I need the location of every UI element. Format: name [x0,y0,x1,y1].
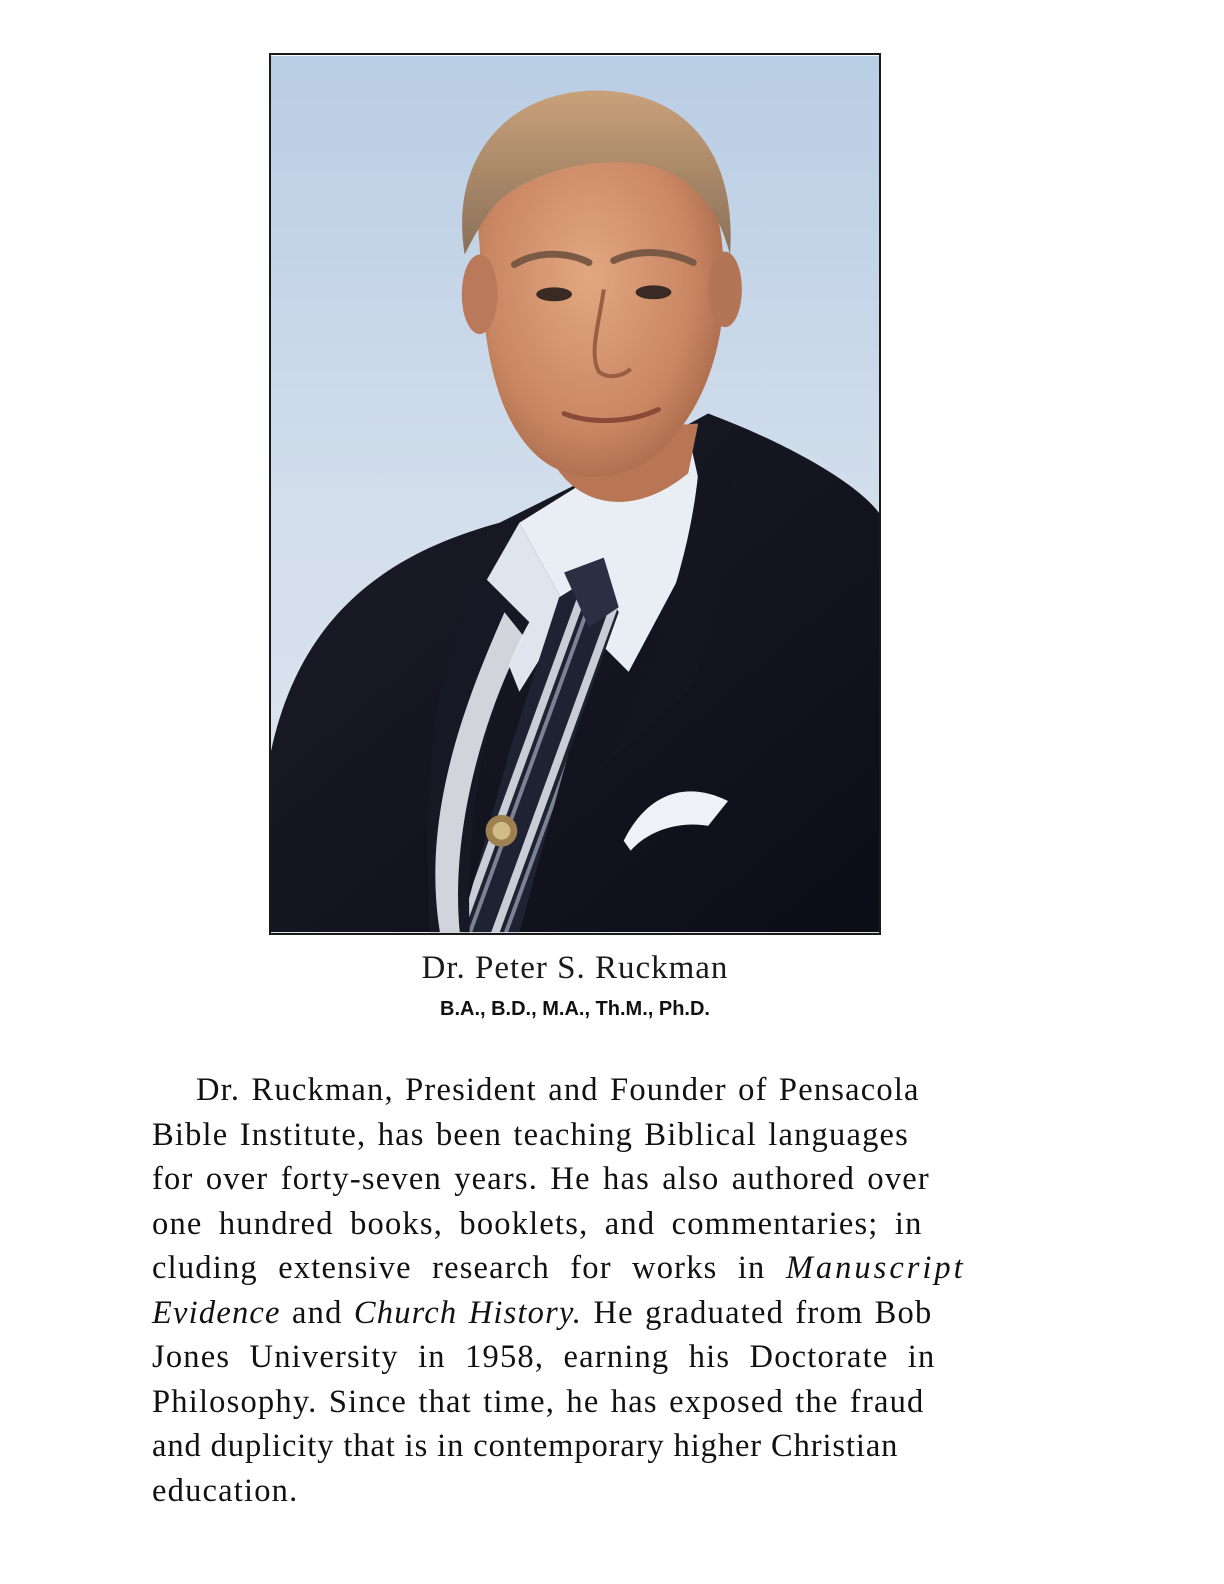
bio-line-5-text: cluding extensive research for works in [152,1250,766,1286]
bio-line-6-text: He graduated from Bob [593,1294,933,1331]
bio-line-9: and duplicity that is in contemporary higher Christian [152,1428,899,1464]
bio-line-5 [152,1246,1050,1291]
bio-line-10: education. [152,1472,299,1509]
bio-line-6-and: and [292,1294,343,1331]
bio-italic-evidence: Evidence [152,1294,281,1331]
bio-line-1 [152,1068,1050,1113]
bio-line-8: Philosophy. Since that time, he has exposed the fraud [152,1383,925,1420]
bio-line-7: Jones University in 1958, earning his Doctorate in [152,1339,936,1375]
bio-italic-church-history: Church History. [353,1294,583,1331]
portrait-caption-name: Dr. Peter S. Ruckman [421,950,729,986]
bio-italic-manuscript: Manuscript [785,1250,966,1286]
bio-line-2: Bible Institute, has been teaching Biblical languages [152,1116,910,1153]
bio-line-6 [152,1291,1050,1336]
bio-line-4: one hundred books, booklets, and commentaries; in [152,1205,923,1242]
portrait-illustration [271,55,879,933]
bio-line-1-text: Dr. Ruckman, President and Founder of Pensacola [196,1072,920,1108]
portrait-caption-degrees: B.A., B.D., M.A., Th.M., Ph.D. [440,998,710,1020]
biography-paragraph [152,1068,1050,1513]
bio-line-3: for over forty-seven years. He has also authored over [152,1161,930,1197]
portrait-photo [269,53,881,935]
